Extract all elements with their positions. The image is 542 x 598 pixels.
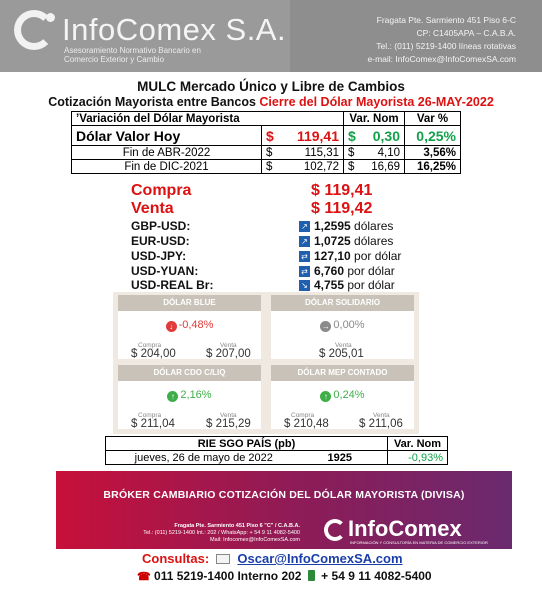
logo-text: InfoComex S.A. <box>62 12 287 47</box>
banner-logo-subtitle: INFORMACIÓN Y CONSULTORÍA EN MATERIA DE COMERCIO EXTERIOR <box>350 540 488 545</box>
today-value: 119,41 <box>282 126 344 146</box>
card-venta-value: $ 211,06 <box>359 418 403 430</box>
compra-label: Compra <box>131 182 192 199</box>
row-nom: 4,10 <box>362 146 405 160</box>
table-row <box>106 451 448 465</box>
trend-down-icon: ↘ <box>299 280 310 291</box>
email-link[interactable]: Oscar@InfoComexSA.com <box>237 551 403 566</box>
table-row <box>72 146 461 160</box>
today-pct: 0,25% <box>405 126 461 146</box>
mobile-number: + 54 9 11 4082-5400 <box>321 569 432 583</box>
trend-up-icon: ↗ <box>299 236 310 247</box>
trend-up-icon: ↗ <box>299 221 310 232</box>
logo-subtitle-line: Comercio Exterior y Cambio <box>64 55 165 64</box>
card-title: DÓLAR SOLIDARIO <box>271 295 414 311</box>
card-compra-label: Compra <box>138 412 162 419</box>
row-label: Fin de DIC-2021 <box>72 160 262 174</box>
row-nom-currency: $ <box>344 146 362 160</box>
card-variation <box>118 389 261 402</box>
header-contact <box>368 14 516 66</box>
consultas-line <box>142 551 403 566</box>
trend-flat-icon: ⇄ <box>299 266 310 277</box>
card-variation <box>271 319 414 332</box>
card-venta-label: Venta <box>220 342 237 349</box>
row-pct: 16,25% <box>405 160 461 174</box>
card-venta-label: Venta <box>335 342 352 349</box>
arrow-up-icon: ↑ <box>167 391 178 402</box>
row-value: 102,72 <box>282 160 344 174</box>
card-compra-label: Compra <box>138 342 162 349</box>
arrow-down-icon: ↓ <box>166 321 177 332</box>
col-header-nom: Var. Nom <box>344 112 405 126</box>
logo-subtitle-line: Asesoramiento Normativo Bancario en <box>64 46 201 55</box>
banner-address-line: Fragata Pte. Sarmiento 451 Piso 6 "C" / C.A.B.A. <box>174 523 300 529</box>
contact-email: e-mail: InfoComex@InfoComexSA.com <box>367 54 516 64</box>
today-nom: 0,30 <box>362 126 405 146</box>
arrow-right-icon: → <box>321 322 330 331</box>
mobile-phone-icon <box>308 570 315 581</box>
card-dolar-mep <box>271 365 414 429</box>
banner-mail-line: Mail: Infocomex@InfoComexSA.com <box>210 537 300 543</box>
card-title: DÓLAR BLUE <box>118 295 261 311</box>
contact-address: Fragata Pte. Sarmiento 451 Piso 6-C <box>376 15 516 25</box>
row-currency: $ <box>262 160 282 174</box>
row-value: 115,31 <box>282 146 344 160</box>
card-venta-value: $ 207,00 <box>206 348 251 360</box>
card-venta-label: Venta <box>373 412 390 419</box>
banner-phone-line: Tel.: (011) 5219-1400 Int.: 202 / WhatsApp: + 54 9 11 4082-5400 <box>143 530 300 536</box>
row-label: Fin de ABR-2022 <box>72 146 262 160</box>
banner-logo-text: InfoComex <box>348 516 462 541</box>
rate-value-yuan: 6,760 por dólar <box>314 264 395 278</box>
today-label: Dólar Valor Hoy <box>72 126 262 146</box>
banner-logo-icon <box>324 519 346 541</box>
logo-dot-icon <box>46 13 55 22</box>
rate-value-gbp: 1,2595 dólares <box>314 219 394 233</box>
rate-value-eur: 1,0725 dólares <box>314 234 394 248</box>
rate-label-jpy: USD-JPY: <box>131 249 187 263</box>
col-header-variation: ’Variación del Dólar Mayorista <box>72 112 344 126</box>
trend-flat-icon: ⇄ <box>299 251 310 262</box>
row-currency: $ <box>262 146 282 160</box>
rate-label-real: USD-REAL Br: <box>131 278 214 292</box>
telephone-icon: ☎ <box>137 571 151 583</box>
rate-label-gbp: GBP-USD: <box>131 219 191 233</box>
rate-value-real: 4,755 por dólar <box>314 278 395 292</box>
table-header-row <box>72 112 461 126</box>
variation-table <box>71 111 461 174</box>
venta-value: $ 119,42 <box>311 200 373 217</box>
header-banner <box>0 0 542 72</box>
table-row <box>72 160 461 174</box>
table-row-today <box>72 126 461 146</box>
card-compra-value: $ 210,48 <box>284 418 329 430</box>
dollar-cards-panel <box>113 292 419 434</box>
riesgo-date: jueves, 26 de mayo de 2022 <box>106 451 302 465</box>
riesgo-header: RIE SGO PAÍS (pb) <box>106 437 388 451</box>
col-header-pct: Var % <box>405 112 461 126</box>
phone-number: 011 5219-1400 Interno 202 <box>154 569 302 583</box>
card-compra-label: Compra <box>291 412 315 419</box>
card-venta-value: $ 215,29 <box>206 418 251 430</box>
card-variation <box>118 319 261 332</box>
compra-value: $ 119,41 <box>311 182 373 199</box>
page-title: MULC Mercado Único y Libre de Cambios <box>137 79 405 94</box>
phones-line <box>137 569 432 583</box>
card-compra-value: $ 204,00 <box>131 348 176 360</box>
contact-postal: CP: C1405APA – C.A.B.A. <box>416 28 516 38</box>
card-dolar-cdo-liq <box>118 365 261 429</box>
card-pct: 0,24% <box>333 389 365 401</box>
riesgo-var-header: Var. Nom <box>388 437 448 451</box>
envelope-icon <box>216 554 230 564</box>
riesgo-var: -0,93% <box>388 451 448 465</box>
row-nom: 16,69 <box>362 160 405 174</box>
contact-phone: Tel.: (011) 5219-1400 líneas rotativas <box>376 41 516 51</box>
subtitle-text: Cotización Mayorista entre Bancos <box>48 95 256 109</box>
card-pct: -0,48% <box>178 319 214 331</box>
riesgo-pais-table <box>105 436 448 465</box>
rate-label-yuan: USD-YUAN: <box>131 264 199 278</box>
subtitle-date: Cierre del Dólar Mayorista 26-MAY-2022 <box>259 95 494 109</box>
riesgo-value: 1925 <box>302 451 388 465</box>
card-variation <box>271 389 414 402</box>
venta-label: Venta <box>131 200 174 217</box>
card-venta-label: Venta <box>220 412 237 419</box>
card-pct: 0,00% <box>333 319 365 331</box>
row-pct: 3,56% <box>405 146 461 160</box>
table-header-row <box>106 437 448 451</box>
broker-banner <box>56 471 512 549</box>
card-title: DÓLAR MEP CONTADO <box>271 365 414 381</box>
card-dolar-solidario <box>271 295 414 359</box>
rate-label-eur: EUR-USD: <box>131 234 190 248</box>
card-title: DÓLAR CDO C/LIQ <box>118 365 261 381</box>
card-compra-value: $ 211,04 <box>131 418 175 430</box>
logo-subtitle <box>64 46 264 64</box>
today-nom-currency: $ <box>344 126 362 146</box>
card-pct: 2,16% <box>180 389 212 401</box>
page-subtitle <box>0 95 542 109</box>
card-venta-value: $ 205,01 <box>319 348 364 360</box>
arrow-up-icon: ↑ <box>320 391 331 402</box>
row-nom-currency: $ <box>344 160 362 174</box>
banner-address <box>100 523 300 544</box>
card-dolar-blue <box>118 295 261 359</box>
consultas-label: Consultas: <box>142 551 210 566</box>
today-currency: $ <box>262 126 282 146</box>
rate-value-jpy: 127,10 por dólar <box>314 249 402 263</box>
banner-title: BRÓKER CAMBIARIO COTIZACIÓN DEL DÓLAR MAYORISTA (DIVISA) <box>103 489 465 501</box>
